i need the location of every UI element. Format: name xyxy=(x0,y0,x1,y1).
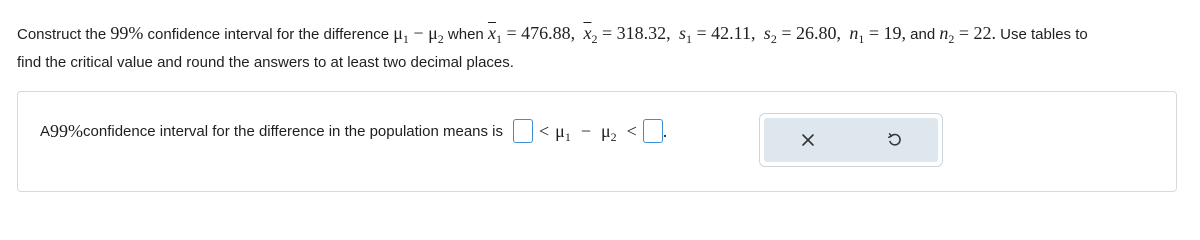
mu-glyph: μ xyxy=(393,23,403,43)
answer-text-segment: A xyxy=(40,122,51,140)
equals-sign: = xyxy=(776,23,796,43)
undo-icon xyxy=(887,132,903,148)
less-than-sign: < xyxy=(539,120,550,141)
equals-sign: = xyxy=(691,23,712,43)
subscript: 2 xyxy=(948,32,955,46)
mu1-symbol xyxy=(555,121,571,142)
subscript: 2 xyxy=(437,32,444,46)
subscript: 1 xyxy=(685,32,692,46)
answer-area xyxy=(17,91,1177,192)
minus-sign: − xyxy=(580,120,591,141)
n-symbol: n xyxy=(939,23,949,43)
minus-sign: − xyxy=(408,23,429,43)
question-text-segment: and xyxy=(905,26,940,43)
n1-value: 19, xyxy=(883,23,906,43)
equals-sign: = xyxy=(501,23,522,43)
question-line-1 xyxy=(17,20,1187,49)
subscript: 2 xyxy=(591,32,598,46)
mu-glyph: μ xyxy=(600,120,611,141)
mu2-symbol xyxy=(601,121,617,142)
question-line-2: find the critical value and round the answers to at least two decimal places. xyxy=(17,54,514,71)
confidence-level: 99% xyxy=(110,23,144,43)
mu-glyph: μ xyxy=(428,23,438,43)
period: . xyxy=(662,120,668,141)
clear-button[interactable] xyxy=(788,122,828,158)
answer-tools-bar xyxy=(764,118,938,162)
question-text-segment: Construct the xyxy=(17,26,111,43)
subscript: 1 xyxy=(858,32,865,46)
subscript: 1 xyxy=(564,129,571,144)
answer-text-segment: confidence interval for the difference in the population means is xyxy=(83,122,504,140)
question-text-segment: when xyxy=(443,26,488,43)
x-bar-symbol: $\overline{x}$ xyxy=(487,23,496,43)
less-than-sign: < xyxy=(626,120,637,141)
subscript: 1 xyxy=(402,32,409,46)
x1-value: 476.88, xyxy=(521,23,576,43)
x-bar-symbol: $\overline{x}$ xyxy=(583,23,592,43)
n-symbol: n xyxy=(849,23,859,43)
close-icon xyxy=(801,133,815,147)
s-symbol: s xyxy=(678,23,686,43)
equals-sign: = xyxy=(864,23,884,43)
answer-statement xyxy=(40,116,667,146)
s2-value: 26.80, xyxy=(795,23,841,43)
lower-bound-input[interactable] xyxy=(513,119,533,143)
mu1-symbol xyxy=(393,23,409,46)
reset-button[interactable] xyxy=(875,122,915,158)
equals-sign: = xyxy=(597,23,617,43)
equals-sign: = xyxy=(954,23,974,43)
subscript: 1 xyxy=(495,32,502,46)
s-symbol: s xyxy=(763,23,771,43)
answer-tools-panel xyxy=(759,113,943,167)
mu2-symbol xyxy=(428,23,444,46)
subscript: 2 xyxy=(610,129,617,144)
question-text-segment: Use tables to xyxy=(996,26,1088,43)
s1-value: 42.11, xyxy=(711,23,756,43)
question-text xyxy=(17,20,1187,76)
question-text-segment: confidence interval for the difference xyxy=(143,26,394,43)
subscript: 2 xyxy=(770,32,777,46)
upper-bound-input[interactable] xyxy=(643,119,663,143)
mu-glyph: μ xyxy=(555,120,565,141)
confidence-level: 99% xyxy=(50,120,84,141)
n2-value: 22. xyxy=(973,23,996,43)
x2-value: 318.32, xyxy=(616,23,671,43)
